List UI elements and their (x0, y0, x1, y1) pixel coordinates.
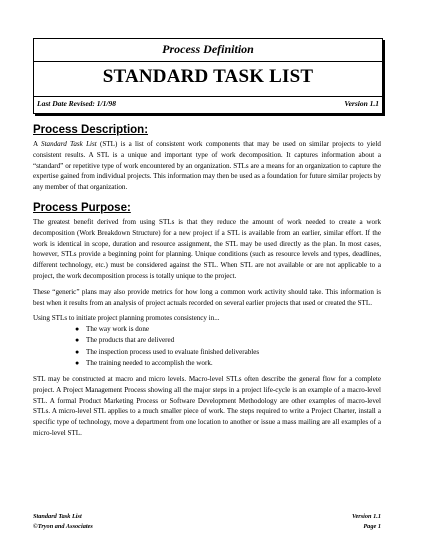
header-box (33, 38, 383, 114)
footer-doc-title: Standard Task List (33, 513, 82, 520)
header-version: Version 1.1 (344, 99, 379, 108)
list-item-text: The training needed to accomplish the work. (86, 358, 213, 367)
description-body: (STL) is a list of consistent work components that may be used on similar projects to yield consistent results. A STL is a unique and important type of work decomposition. It captures information about a “standard” or repetitive type of work encountered by an organization. STLs are a means for an organization to capture the expertise gained from individual projects. This information may then be used as a foundation for future similar projects by any member of that organization. (33, 140, 381, 192)
purpose-paragraph-2: These “generic” plans may also provide metrics for how long a common work activity should take. This information is best when it results from an analysis of project actuals recorded on several earlier projects that used or created the STL. (33, 287, 381, 307)
list-item (33, 358, 381, 369)
header-subtitle: Process Definition (162, 42, 254, 56)
list-item-text: The way work is done (86, 325, 150, 334)
bullet-icon: ● (75, 358, 80, 367)
footer-version: Version 1.1 (351, 513, 381, 520)
list-item-text: The products that are delivered (86, 336, 175, 345)
header-divider-top (34, 61, 382, 62)
footer-copyright: ©Tryon and Associates (33, 522, 93, 530)
page-title: STANDARD TASK LIST (102, 66, 314, 87)
footer-right (352, 512, 381, 531)
footer-page-number: Page 1 (363, 522, 381, 530)
footer-left (33, 512, 93, 531)
header-divider-bottom (34, 96, 382, 97)
purpose-paragraph-1: The greatest benefit derived from using STLs is that they reduce the amount of work needed to create a work decomposition (Work Breakdown Structure) for a new project if a STL is available from an earlier, similar effort. If the work is identical in scope, duration and resource assignment, the STL may be used directly as the plan. In most cases, however, STLs provide a beginning point for planning. Unique conditions (such as resource levels and types, deadlines, different technology, etc.) must be considered against the STL. When STL are not available or are not applicable to a project, the work decomposition process is totally unique to the project. (33, 217, 381, 280)
list-item (33, 335, 381, 346)
description-prefix: A (33, 140, 42, 148)
bullet-icon: ● (75, 336, 80, 345)
consistency-list (33, 324, 381, 369)
main-content (33, 124, 381, 439)
section-heading-description: Process Description: (33, 124, 149, 136)
purpose-paragraph-4: STL may be constructed at macro and micro levels. Macro-level STLs often describe the general flow for a complete project. A Project Management Process showing all the major steps in a project life-cycle is an example of a macro-level STL. A formal Product Marketing Process or Software Development Methodology are other examples of macro-level STLs. A micro-level STL applies to a much smaller piece of work. The steps required to write a Project Charter, install a specific type of technology, move a department from one location to another or issue a mass mailing are all examples of a micro-level STL. (33, 374, 381, 437)
bullet-icon: ● (75, 347, 80, 356)
description-term: Standard Task List (41, 140, 97, 148)
purpose-paragraph-3: Using STLs to initiate project planning promotes consistency in... (33, 314, 220, 323)
list-item-text: The inspection process used to evaluate finished deliverables (86, 347, 260, 356)
bullet-icon: ● (75, 325, 80, 334)
description-paragraph (33, 139, 381, 193)
list-item (33, 347, 381, 358)
list-item (33, 324, 381, 335)
section-heading-purpose: Process Purpose: (33, 201, 131, 214)
last-date-revised: Last Date Revised: 1/1/98 (37, 99, 116, 108)
